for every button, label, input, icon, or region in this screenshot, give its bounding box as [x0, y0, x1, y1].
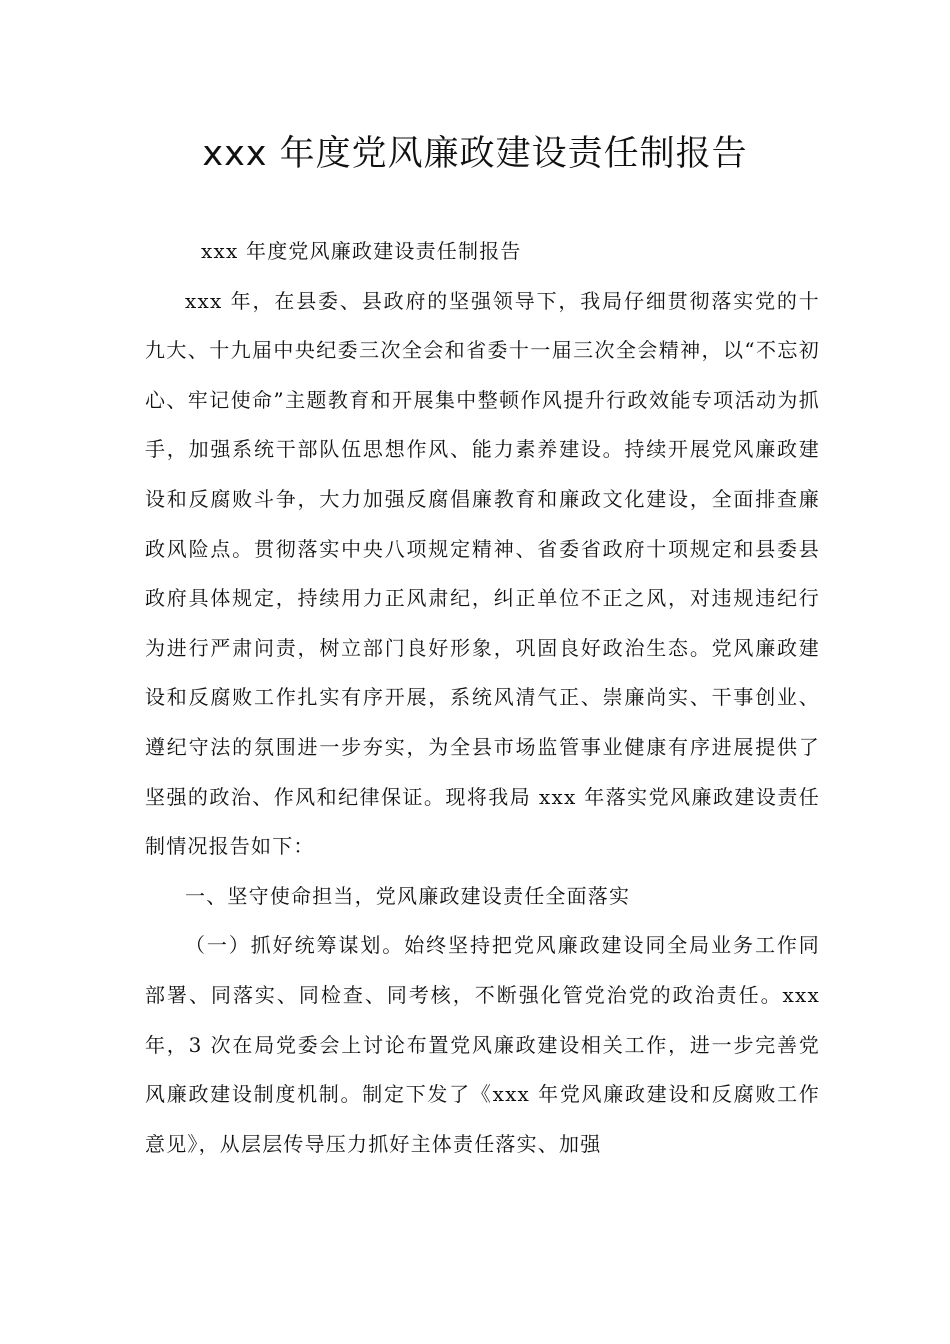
document-title: xxx 年度党风廉政建设责任制报告 [202, 134, 748, 174]
section-heading: 一、坚守使命担当，党风廉政建设责任全面落实 [185, 883, 631, 908]
document-body [145, 227, 820, 1169]
document-subtitle: xxx 年度党风廉政建设责任制报告 [201, 239, 522, 263]
intro-paragraph: xxx 年，在县委、县政府的坚强领导下，我局仔细贯彻落实党的十九大、十九届中央纪委三次全会和省委十一届三次全会精神，以“不忘初心、牢记使命”主题教育和开展集中整顿作风提升行政效能专项活动为抓手，加强系统干部队伍思想作风、能力素养建设。持续开展党风廉政建设和反腐败斗争，大力加强反腐倡廉教育和廉政文化建设，全面排查廉政风险点。贯彻落实中央八项规定精神、省委省政府十项规定和县委县政府具体规定，持续用力正风肃纪，纠正单位不正之风，对违规违纪行为进行严肃问责，树立部门良好形象，巩固良好政治生态。党风廉政建设和反腐败工作扎实有序开展，系统风清气正、崇廉尚实、干事创业、遵纪守法的氛围进一步夯实，为全县市场监管事业健康有序进展提供了坚强的政治、作风和纪律保证。现将我局 xxx 年落实党风廉政建设责任制情况报告如下： [145, 288, 820, 859]
section-paragraph: （一）抓好统筹谋划。始终坚持把党风廉政建设同全局业务工作同部署、同落实、同检查、同考核，不断强化管党治党的政治责任。xxx 年，3 次在局党委会上讨论布置党风廉政建设相关工作，进一步完善党风廉政建设制度机制。制定下发了《xxx 年党风廉政建设和反腐败工作意见》，从层层传导压力抓好主体责任落实、加强 [145, 933, 820, 1156]
